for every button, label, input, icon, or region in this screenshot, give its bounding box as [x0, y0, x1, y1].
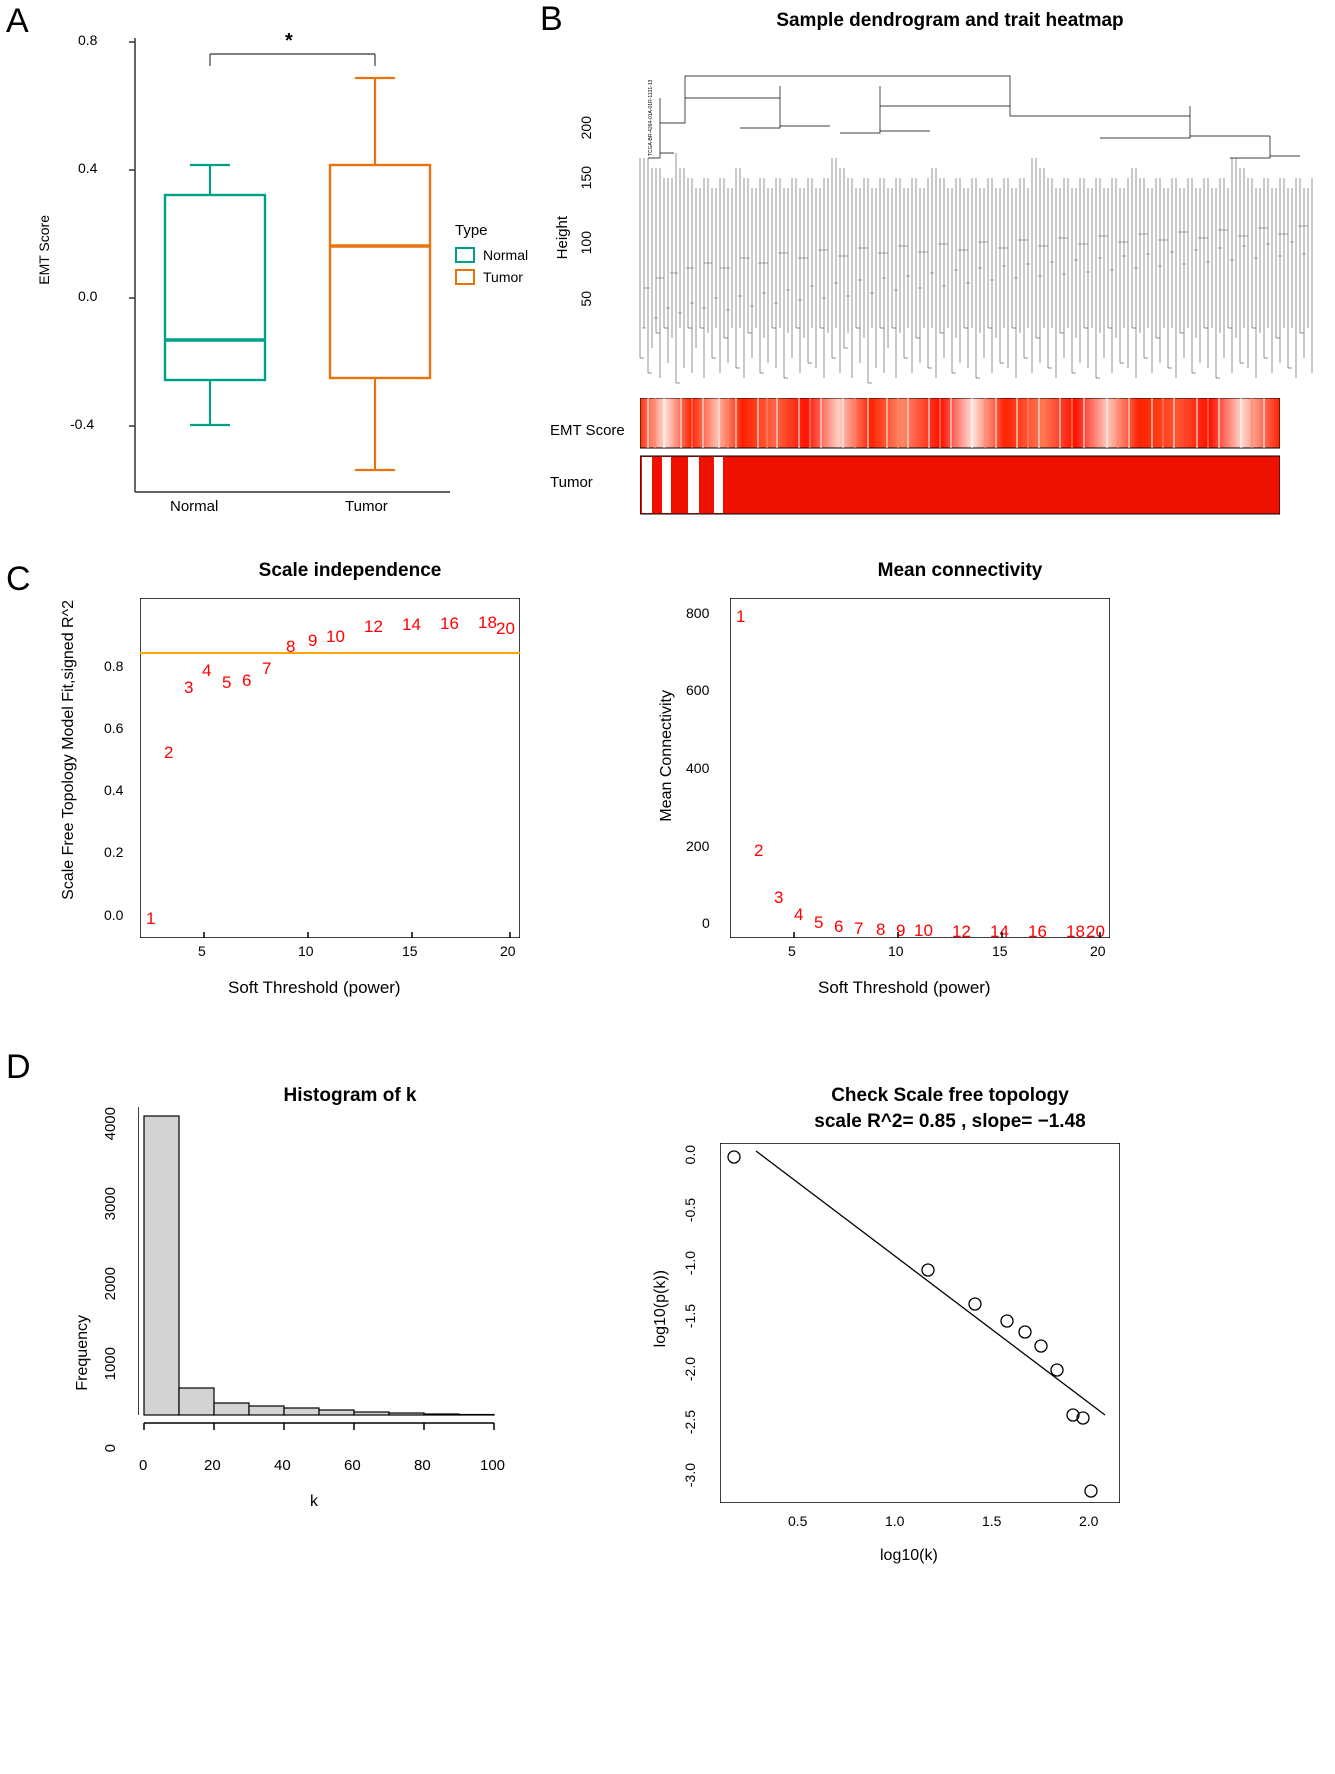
panel-letter-d: D	[6, 1048, 31, 1086]
legend-label-tumor: Tumor	[483, 269, 523, 285]
svg-text:2: 2	[164, 743, 174, 762]
panel-d-right-ylabel: log10(p(k))	[652, 1270, 669, 1348]
panel-c-left-xlabel: Soft Threshold (power)	[228, 978, 401, 997]
panel-letter-b: B	[540, 0, 563, 38]
panel-c-left-ytick-4: 0.8	[104, 658, 124, 674]
panel-c-left-xtick-15: 15	[402, 943, 418, 959]
svg-text:5: 5	[814, 913, 824, 932]
trait-row-label-emt: EMT Score	[550, 422, 625, 439]
svg-text:1: 1	[736, 607, 746, 626]
panel-d-left-xtick-20: 20	[204, 1457, 221, 1474]
panel-d-right-xtick-15: 1.5	[982, 1513, 1002, 1529]
panel-b-ytick-50: 50	[578, 291, 594, 307]
svg-text:1: 1	[146, 909, 156, 928]
svg-text:20: 20	[496, 619, 515, 638]
panel-a-legend	[455, 222, 528, 285]
panel-c-scale-independence	[60, 560, 660, 1060]
panel-d-left-xtick-80: 80	[414, 1457, 431, 1474]
svg-text:16: 16	[440, 614, 459, 633]
panel-d-left-ylabel: Frequency	[74, 1315, 91, 1391]
panel-c-left-ytick-1: 0.2	[104, 844, 124, 860]
panel-c-right-ytick-600: 600	[686, 682, 710, 698]
legend-item-normal	[455, 247, 528, 263]
svg-text:18: 18	[478, 613, 497, 632]
panel-d-left-xtick-0: 0	[139, 1457, 148, 1474]
panel-c-right-xtick-15: 15	[992, 943, 1008, 959]
panel-a-ylabel: EMT Score	[36, 215, 52, 285]
panel-a-ytick-0: 0.8	[78, 32, 98, 48]
panel-b-title: Sample dendrogram and trait heatmap	[776, 10, 1124, 31]
panel-d-left-ytick-3000: 3000	[102, 1187, 119, 1221]
panel-c-right-ytick-800: 800	[686, 605, 710, 621]
panel-b-ytick-100: 100	[578, 231, 594, 255]
panel-d-left-ytick-4000: 4000	[102, 1107, 119, 1141]
panel-c-left-ytick-3: 0.6	[104, 720, 124, 736]
svg-text:6: 6	[242, 671, 252, 690]
panel-c-right-xtick-10: 10	[888, 943, 904, 959]
svg-text:9: 9	[896, 921, 906, 938]
svg-text:7: 7	[262, 659, 272, 678]
panel-c-left-ytick-0: 0.0	[104, 907, 124, 923]
svg-text:10: 10	[914, 921, 933, 938]
panel-a-ytick-3: -0.4	[70, 416, 95, 432]
svg-text:18: 18	[1066, 922, 1085, 938]
panel-c-left-title: Scale independence	[258, 560, 442, 581]
legend-swatch-tumor	[455, 269, 475, 285]
dendrogram-svg	[630, 28, 1320, 388]
panel-d-right-ytick-0: 0.0	[682, 1145, 698, 1165]
panel-c-right-ytick-200: 200	[686, 838, 710, 854]
panel-d-left-xtick-60: 60	[344, 1457, 361, 1474]
panel-a-ytick-2: 0.0	[78, 288, 98, 304]
panel-d-right-xtick-10: 1.0	[885, 1513, 905, 1529]
svg-text:9: 9	[308, 631, 318, 650]
svg-text:5: 5	[222, 673, 232, 692]
panel-d-right-ytick-n05: -0.5	[682, 1198, 698, 1223]
panel-c-right-xlabel: Soft Threshold (power)	[818, 978, 991, 997]
panel-c-left-ytick-2: 0.4	[104, 782, 124, 798]
panel-d-left-ytick-0: 0	[102, 1443, 119, 1452]
svg-text:20: 20	[1086, 922, 1105, 938]
panel-d-right-ytick-n20: -2.0	[682, 1357, 698, 1382]
panel-b-ylabel: Height	[554, 216, 571, 260]
panel-d-scalefree	[640, 1085, 1300, 1725]
panel-c-right-plot	[730, 598, 1110, 938]
panel-c-right-title: Mean connectivity	[877, 560, 1043, 581]
svg-text:12: 12	[952, 922, 971, 938]
panel-b-dendrogram	[540, 6, 1330, 536]
svg-text:3: 3	[774, 888, 784, 907]
trait-row-label-tumor: Tumor	[550, 474, 593, 491]
svg-text:14: 14	[990, 922, 1009, 938]
legend-item-tumor	[455, 269, 528, 285]
panel-d-left-ytick-2000: 2000	[102, 1267, 119, 1301]
svg-text:3: 3	[184, 678, 194, 697]
panel-c-left-xtick-20: 20	[500, 943, 516, 959]
panel-letter-c: C	[6, 560, 31, 598]
panel-d-right-xlabel: log10(k)	[880, 1547, 938, 1564]
panel-c-left-plot	[140, 598, 520, 938]
svg-text:10: 10	[326, 627, 345, 646]
legend-title: Type	[455, 222, 488, 239]
legend-swatch-normal	[455, 247, 475, 263]
panel-d-right-xtick-20: 2.0	[1079, 1513, 1099, 1529]
legend-label-normal: Normal	[483, 247, 529, 263]
panel-d-right-title-1: Check Scale free topology	[831, 1085, 1069, 1106]
panel-c-left-ylabel: Scale Free Topology Model Fit,signed R^2	[60, 600, 77, 900]
panel-d-right-ytick-n15: -1.5	[682, 1304, 698, 1329]
svg-text:14: 14	[402, 615, 421, 634]
panel-a-xtick-tumor: Tumor	[345, 498, 388, 515]
panel-d-right-xtick-05: 0.5	[788, 1513, 808, 1529]
svg-text:6: 6	[834, 917, 844, 936]
svg-text:4: 4	[794, 905, 804, 924]
panel-c-right-xtick-20: 20	[1090, 943, 1106, 959]
svg-text:12: 12	[364, 617, 383, 636]
panel-c-left-xtick-10: 10	[298, 943, 314, 959]
panel-d-right-plot	[720, 1143, 1120, 1503]
svg-text:4: 4	[202, 661, 212, 680]
svg-text:8: 8	[286, 637, 296, 656]
panel-c-right-xtick-5: 5	[788, 943, 796, 959]
panel-d-left-ytick-1000: 1000	[102, 1347, 119, 1381]
panel-a-xtick-normal: Normal	[170, 498, 219, 515]
panel-c-left-xtick-5: 5	[198, 943, 206, 959]
svg-text:8: 8	[876, 920, 886, 938]
panel-b-ytick-200: 200	[578, 116, 594, 140]
panel-c-right-ylabel: Mean Connectivity	[658, 690, 675, 822]
panel-d-right-ytick-n30: -3.0	[682, 1463, 698, 1488]
panel-c-right-ytick-0: 0	[702, 915, 710, 931]
panel-c-mean-connectivity	[640, 560, 1280, 1060]
panel-d-left-xtick-40: 40	[274, 1457, 291, 1474]
panel-a-ytick-1: 0.4	[78, 160, 98, 176]
panel-d-right-title-2: scale R^2= 0.85 , slope= −1.48	[814, 1111, 1086, 1132]
panel-letter-a: A	[6, 2, 29, 40]
panel-d-left-plot	[138, 1107, 538, 1447]
trait-heatmap-svg	[640, 398, 1280, 528]
svg-text:7: 7	[854, 919, 864, 938]
panel-d-left-title: Histogram of k	[283, 1085, 417, 1106]
svg-text:2: 2	[754, 841, 764, 860]
panel-d-left-xtick-100: 100	[480, 1457, 506, 1474]
svg-text:16: 16	[1028, 922, 1047, 938]
panel-d-left-xlabel: k	[310, 1493, 318, 1510]
sample-tip-label: TCGA-BR-4264-01A-01R-1131-13	[648, 79, 654, 156]
panel-b-ytick-150: 150	[578, 166, 594, 190]
panel-d-right-ytick-n10: -1.0	[682, 1251, 698, 1276]
panel-c-right-ytick-400: 400	[686, 760, 710, 776]
panel-d-histogram	[60, 1085, 660, 1725]
panel-d-right-ytick-n25: -2.5	[682, 1410, 698, 1435]
significance-star: *	[285, 30, 293, 52]
